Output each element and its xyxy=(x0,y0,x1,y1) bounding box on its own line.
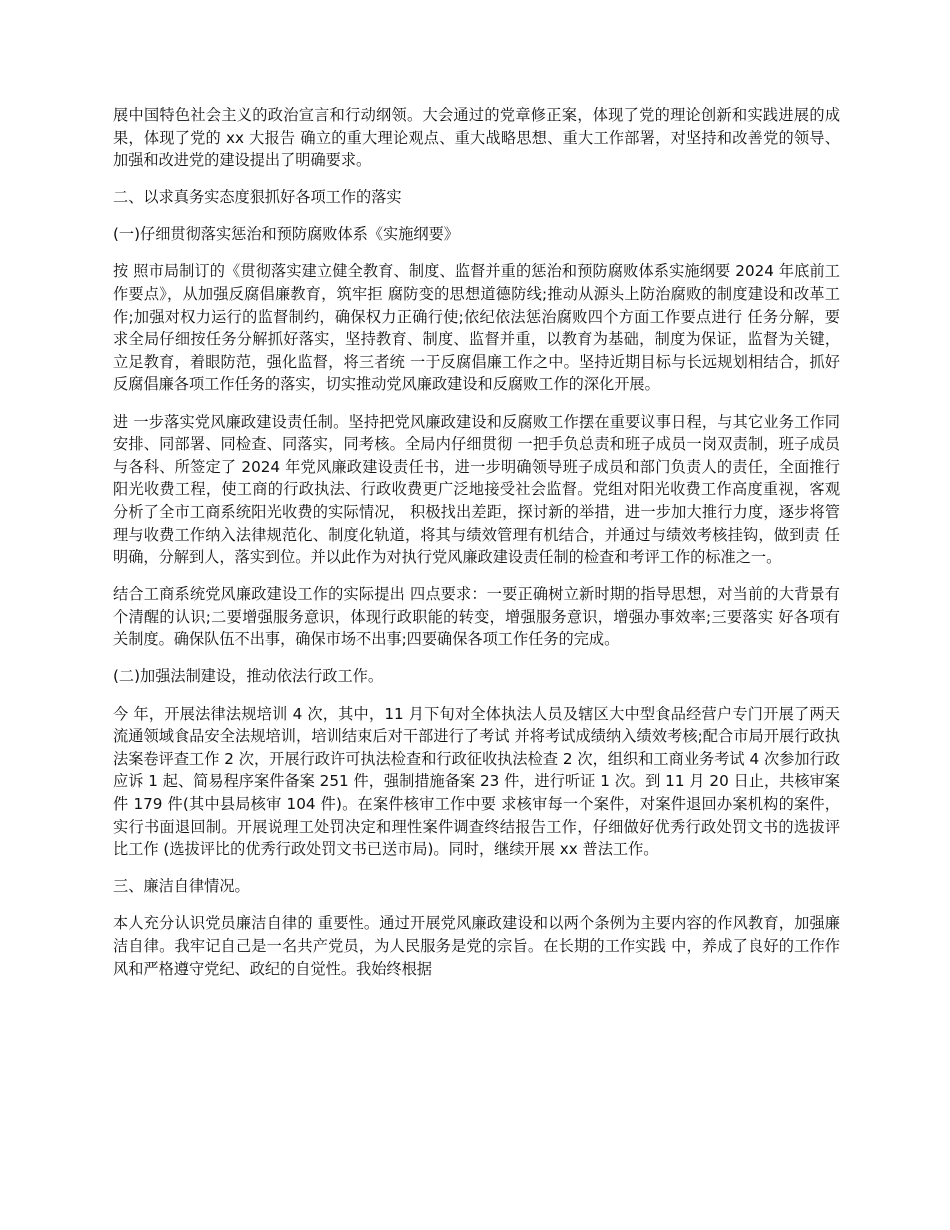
section-heading-3: 三、廉洁自律情况。 xyxy=(113,877,250,896)
paragraph-outline-implementation: 按 照市局制订的《贯彻落实建立健全教育、制度、监督并重的惩治和预防腐败体系实施纲要 2024 年底前工作要点》，从加强反腐倡廉教育，筑牢拒 腐防变的思想道德防线;推动从源头上防治腐败的制度建设和改革工作;加强对权力运行的监督制约，确保权力正确行使;依纪依法惩治腐败四个方面工作要点进行 任务分解，要求全局仔细按任务分解抓好落实，坚持教育、制度、监督并重，以教育为基础，制度为保证，监督为关键，立足教育，着眼防范，强化监督，将三者统 一于反腐倡廉工作之中。坚持近期目标与长远规划相结合，抓好反腐倡廉各项工作任务的落实，切实推动党风廉政建设和反腐败工作的深化开展。 xyxy=(113,262,840,394)
paragraph-responsibility-system: 进 一步落实党风廉政建设责任制。坚持把党风廉政建设和反腐败工作摆在重要议事日程，与其它业务工作同安排、同部署、同检查、同落实，同考核。全局内仔细贯彻 一把手负总责和班子成员一岗双责制，班子成员与各科、所签定了 2024 年党风廉政建设责任书，进一步明确领导班子成员和部门负责人的责任，全面推行 阳光收费工程，使工商的行政执法、行政收费更广泛地接受社会监督。党组对阳光收费工作高度重视，客观分析了全市工商系统阳光收费的实际情况， 积极找出差距，探讨新的举措，进一步加大推行力度，逐步将管理与收费工作纳入法律规范化、制度化轨道，将其与绩效管理有机结合，并通过与绩效考核挂钩，做到责 任明确，分解到人，落实到位。并以此作为对执行党风廉政建设责任制的检查和考评工作的标准之一。 xyxy=(113,412,840,567)
paragraph-intro: 展中国特色社会主义的政治宣言和行动纲领。大会通过的党章修正案，体现了党的理论创新和实践进展的成果，体现了党的 xx 大报告 确立的重大理论观点、重大战略思想、重大工作部署，对坚持和改善党的领导、加强和改进党的建设提出了明确要求。 xyxy=(113,106,840,170)
subsection-heading-2-2: (二)加强法制建设，推动依法行政工作。 xyxy=(113,667,384,686)
section-heading-2: 二、以求真务实态度狠抓好各项工作的落实 xyxy=(113,188,402,207)
document-body xyxy=(113,104,840,995)
paragraph-four-requirements: 结合工商系统党风廉政建设工作的实际提出 四点要求：一要正确树立新时期的指导思想，对当前的大背景有个清醒的认识;二要增强服务意识，体现行政职能的转变，增强服务意识，增强办事效率;三要落实 好各项有关制度。确保队伍不出事，确保市场不出事;四要确保各项工作任务的完成。 xyxy=(113,585,840,649)
paragraph-self-discipline: 本人充分认识党员廉洁自律的 重要性。通过开展党风廉政建设和以两个条例为主要内容的作风教育，加强廉洁自律。我牢记自己是一名共产党员，为人民服务是党的宗旨。在长期的工作实践 中，养成了良好的工作作风和严格遵守党纪、政纪的自觉性。我始终根据 xyxy=(113,914,840,978)
subsection-heading-2-1: (一)仔细贯彻落实惩治和预防腐败体系《实施纲要》 xyxy=(113,225,459,244)
paragraph-legal-training: 今 年，开展法律法规培训 4 次，其中，11 月下旬对全体执法人员及辖区大中型食品经营户专门开展了两天流通领域食品安全法规培训，培训结束后对干部进行了考试 并将考试成绩纳入绩效考核;配合市局开展行政执法案卷评查工作 2 次，开展行政许可执法检查和行政征收执法检查 2 次，组织和工商业务考试 4 次参加行政应诉 1 起、简易程序案件备案 251 件，强制措施备案 23 件，进行听证 1 次。到 11 月 20 日止，共核审案件 179 件(其中县局核审 104 件)。在案件核审工作中要 求核审每一个案件，对案件退回办案机构的案件，实行书面退回制。开展说理工处罚决定和理性案件调查终结报告工作，仔细做好优秀行政处罚文书的选拔评比工作 (选拔评比的优秀行政处罚文书已送市局)。同时，继续开展 xx 普法工作。 xyxy=(113,704,840,859)
